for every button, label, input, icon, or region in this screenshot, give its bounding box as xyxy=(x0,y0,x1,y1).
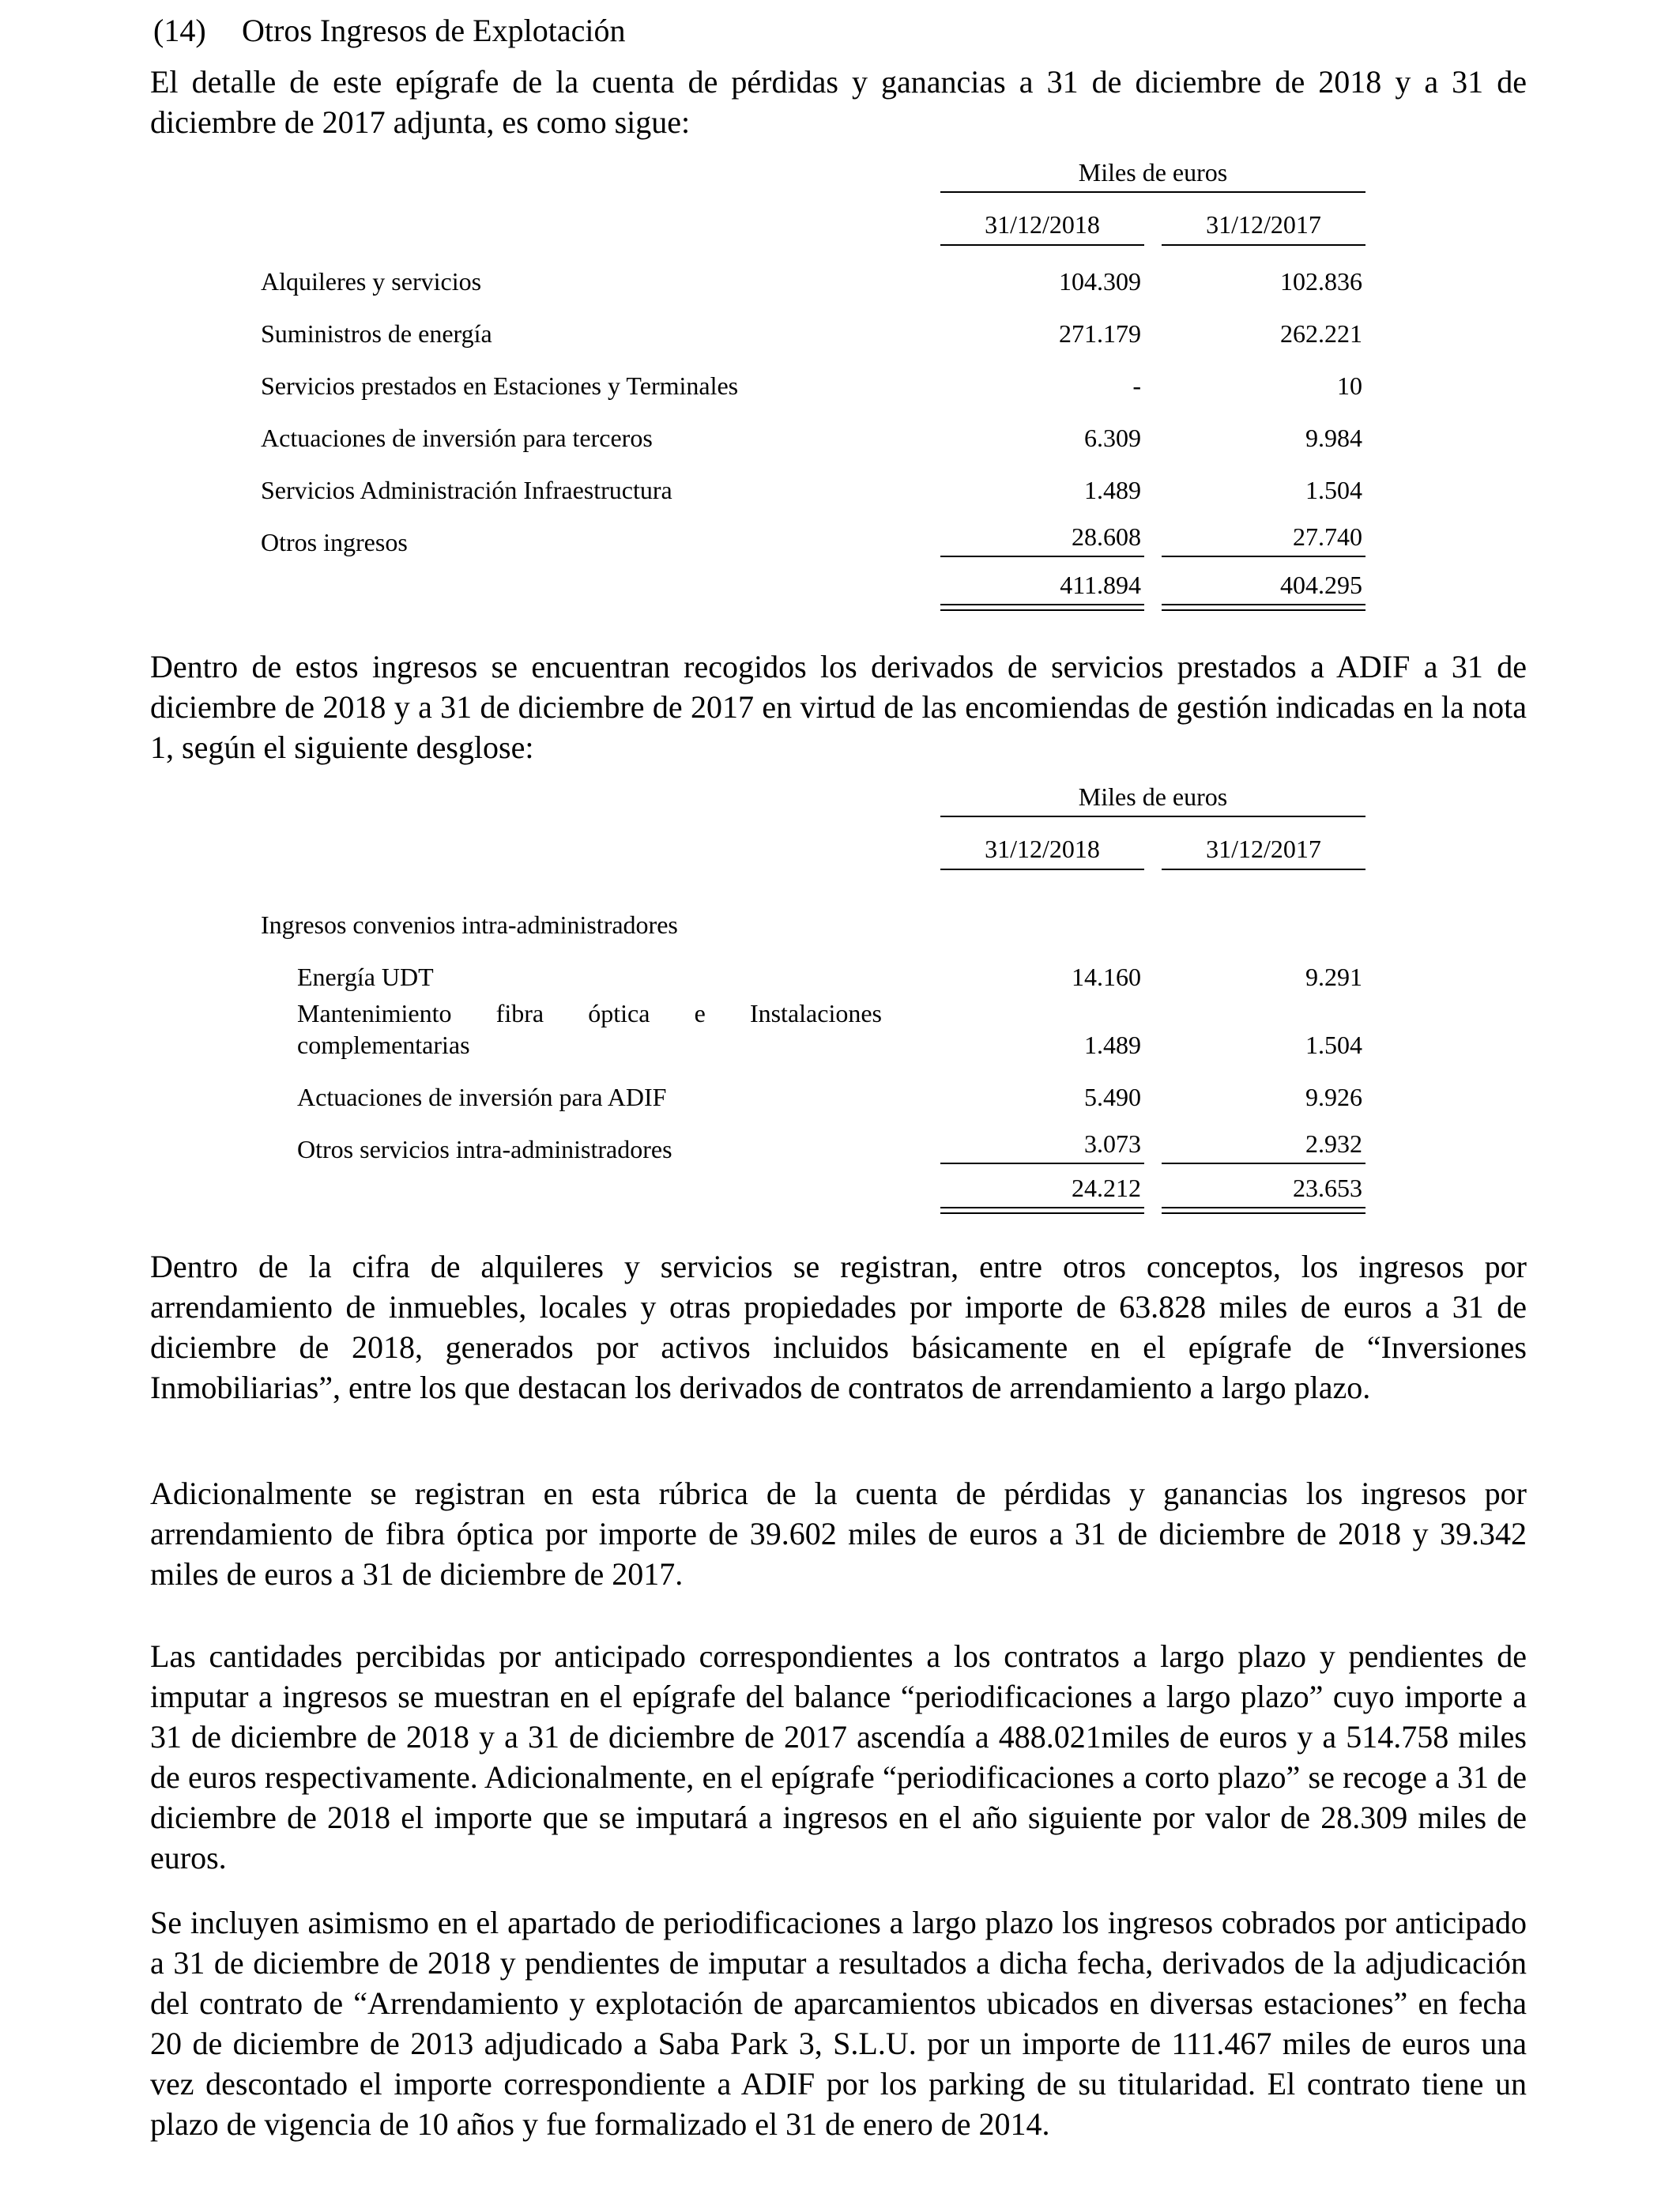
table1-col-2018-header: 31/12/2018 xyxy=(985,210,1100,239)
table1-row-2017-value: 27.740 xyxy=(1293,522,1362,551)
table2-subtotal-rule-2017 xyxy=(1162,1163,1365,1164)
table1-subtotal-rule-2018 xyxy=(940,556,1144,557)
table2-col-2018-header: 31/12/2018 xyxy=(985,835,1100,863)
table2-row-label: Actuaciones de inversión para ADIF xyxy=(297,1083,667,1111)
table2-header-rule xyxy=(940,816,1365,817)
section-heading xyxy=(153,11,625,51)
table2-row-label-line2: complementarias xyxy=(297,1031,470,1059)
table2-subtotal-rule-2018 xyxy=(940,1163,1144,1164)
table1-subtotal-rule-2017 xyxy=(1162,556,1365,557)
table1-col-2018-rule xyxy=(940,244,1144,246)
table2-row-2017-value: 9.926 xyxy=(1305,1083,1362,1111)
table2-col-2017-header: 31/12/2017 xyxy=(1206,835,1321,863)
table1-row-2018-value: 1.489 xyxy=(1084,476,1141,504)
table1-row-label: Servicios prestados en Estaciones y Terminales xyxy=(261,371,739,400)
adif-intro-paragraph: Dentro de estos ingresos se encuentran recogidos los derivados de servicios prestados a ADIF a 31 de diciembre de 2018 y a 31 de diciembre de 2017 en virtud de las encomiendas de gestión indicadas en la nota 1, según el siguiente desglose: xyxy=(150,649,1527,765)
alquileres-paragraph: Dentro de la cifra de alquileres y servicios se registran, entre otros conceptos, los ingresos por arrendamiento de inmuebles, locales y otras propiedades por importe de 63.828 miles de euros a 31 de diciembre de 2018, generados por activos incluidos básicamente en el epígrafe de “Inversiones Inmobiliarias”, entre los que destacan los derivados de contratos de arrendamiento a largo plazo. xyxy=(150,1249,1527,1405)
table2-row-label: Energía UDT xyxy=(297,963,434,991)
table1-total-2017: 404.295 xyxy=(1280,571,1362,599)
table2-unit-header: Miles de euros xyxy=(1078,782,1228,811)
anticipado-paragraph: Las cantidades percibidas por anticipado correspondientes a los contratos a largo plazo y pendientes de imputar a ingresos se muestran en el epígrafe del balance “periodificaciones a largo plazo” cuyo importe a 31 de diciembre de 2018 y a 31 de diciembre de 2017 ascendía a 488.021miles de euros y a 514.758 miles de euros respectivamente. Adicionalmente, en el epígrafe “periodificaciones a corto plazo” se recoge a 31 de diciembre de 2018 el importe que se imputará a ingresos en el año siguiente por valor de 28.309 miles de euros. xyxy=(150,1638,1527,1875)
fibra-paragraph: Adicionalmente se registran en esta rúbrica de la cuenta de pérdidas y ganancias los ingresos por arrendamiento de fibra óptica por importe de 39.602 miles de euros a 31 de diciembre de 2018 y 39.342 miles de euros a 31 de diciembre de 2017. xyxy=(150,1476,1527,1592)
table2-total-2017: 23.653 xyxy=(1293,1174,1362,1202)
table2-row-2017-value: 9.291 xyxy=(1305,963,1362,991)
label-word: Instalaciones xyxy=(749,999,882,1027)
table2-row-label-line1 xyxy=(297,997,882,1029)
table2-total-double-rule-2018 xyxy=(940,1207,1144,1214)
table1-row-2017-value: 1.504 xyxy=(1305,476,1362,504)
table1-total-double-rule-2017 xyxy=(1162,604,1365,611)
table2-row-2017-value: 1.504 xyxy=(1305,1031,1362,1059)
intro-paragraph: El detalle de este epígrafe de la cuenta de pérdidas y ganancias a 31 de diciembre de 2018 y a 31 de diciembre de 2017 adjunta, es como sigue: xyxy=(150,64,1527,140)
label-word: e xyxy=(694,999,706,1027)
table2-row-2018-value: 5.490 xyxy=(1084,1083,1141,1111)
table2-row-label-wrapped xyxy=(297,997,890,1061)
label-word: fibra xyxy=(495,999,544,1027)
table1-row-label: Suministros de energía xyxy=(261,319,492,348)
table1-total-double-rule-2018 xyxy=(940,604,1144,611)
table1-row-2018-value: 271.179 xyxy=(1059,319,1141,348)
table1-row-2018-value: - xyxy=(1132,371,1141,400)
label-word: óptica xyxy=(588,999,650,1027)
table1-row-label: Actuaciones de inversión para terceros xyxy=(261,424,653,452)
table1-row-label: Servicios Administración Infraestructura xyxy=(261,476,672,504)
table2-total-double-rule-2017 xyxy=(1162,1207,1365,1214)
table1-row-2017-value: 102.836 xyxy=(1280,267,1362,296)
table1-unit-header: Miles de euros xyxy=(1078,158,1228,187)
table1-row-label: Alquileres y servicios xyxy=(261,267,482,296)
table2-row-label: Otros servicios intra-administradores xyxy=(297,1135,672,1163)
table2-row-2018-value: 3.073 xyxy=(1084,1129,1141,1158)
table2-col-2017-rule xyxy=(1162,869,1365,870)
table1-col-2017-rule xyxy=(1162,244,1365,246)
table1-header-rule xyxy=(940,191,1365,193)
table2-group-label: Ingresos convenios intra-administradores xyxy=(261,910,678,939)
table1-row-2018-value: 6.309 xyxy=(1084,424,1141,452)
table1-row-2018-value: 28.608 xyxy=(1072,522,1141,551)
table1-row-2018-value: 104.309 xyxy=(1059,267,1141,296)
label-word: Mantenimiento xyxy=(297,999,452,1027)
table2-row-2018-value: 14.160 xyxy=(1072,963,1141,991)
table1-row-label: Otros ingresos xyxy=(261,528,408,556)
table2-total-2018: 24.212 xyxy=(1072,1174,1141,1202)
table1-row-2017-value: 10 xyxy=(1337,371,1362,400)
table1-row-2017-value: 9.984 xyxy=(1305,424,1362,452)
saba-paragraph: Se incluyen asimismo en el apartado de periodificaciones a largo plazo los ingresos cobrados por anticipado a 31 de diciembre de 2018 y pendientes de imputar a resultados a dicha fecha, derivados de la adjudicación del contrato de “Arrendamiento y explotación de aparcamientos ubicados en diversas estaciones” en fecha 20 de diciembre de 2013 adjudicado a Saba Park 3, S.L.U. por un importe de 111.467 miles de euros una vez descontado el importe correspondiente a ADIF por los parking de su titularidad. El contrato tiene un plazo de vigencia de 10 años y fue formalizado el 31 de enero de 2014. xyxy=(150,1905,1527,2142)
section-number: (14) xyxy=(153,13,206,48)
table1-row-2017-value: 262.221 xyxy=(1280,319,1362,348)
table2-row-2017-value: 2.932 xyxy=(1305,1129,1362,1158)
section-title: Otros Ingresos de Explotación xyxy=(242,13,626,48)
table1-col-2017-header: 31/12/2017 xyxy=(1206,210,1321,239)
table1-total-2018: 411.894 xyxy=(1060,571,1141,599)
table2-col-2018-rule xyxy=(940,869,1144,870)
table2-row-2018-value: 1.489 xyxy=(1084,1031,1141,1059)
